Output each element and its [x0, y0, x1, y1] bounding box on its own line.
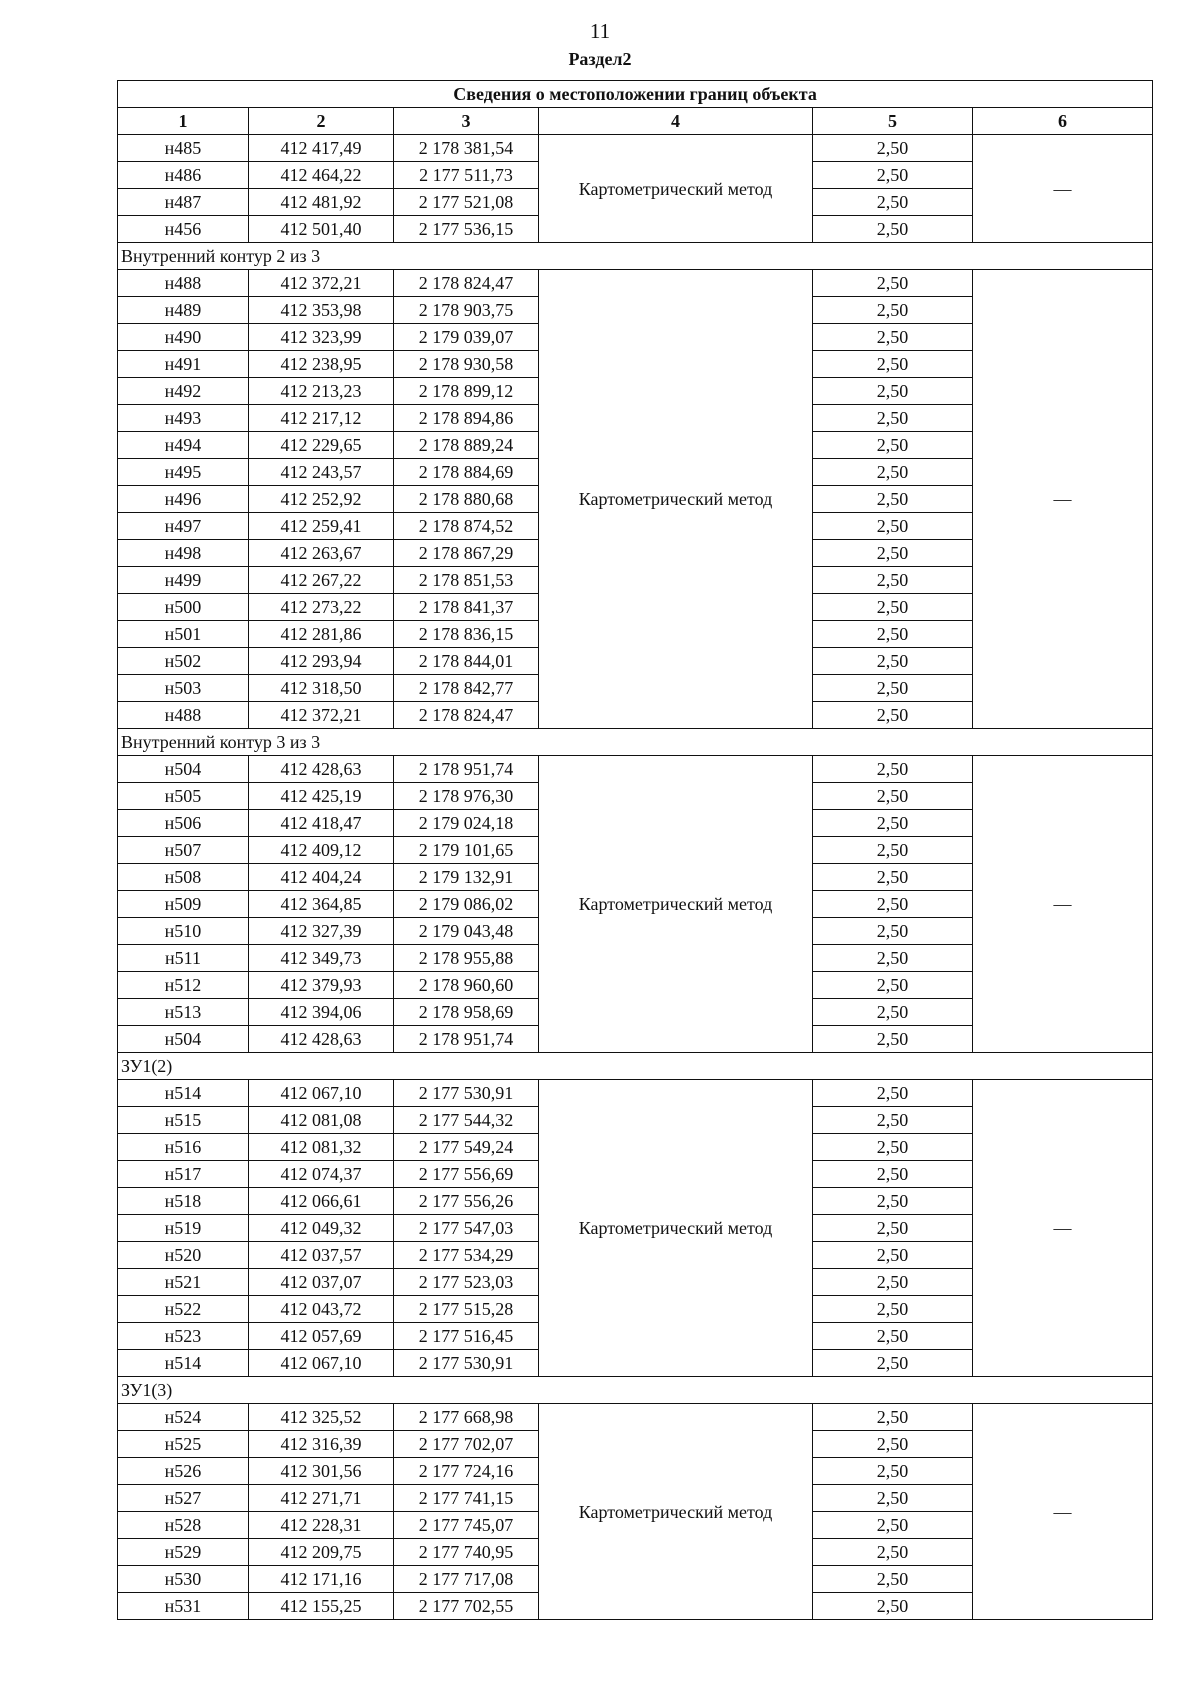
point-id-cell: н508 — [118, 864, 249, 891]
contour-label: Внутренний контур 2 из 3 — [118, 243, 1153, 270]
point-id-cell: н510 — [118, 918, 249, 945]
accuracy-cell: 2,50 — [813, 999, 973, 1026]
table-caption: Сведения о местоположении границ объекта — [118, 81, 1153, 108]
point-id-cell: н517 — [118, 1161, 249, 1188]
point-id-cell: н514 — [118, 1080, 249, 1107]
accuracy-cell: 2,50 — [813, 648, 973, 675]
y-coordinate-cell: 2 177 547,03 — [394, 1215, 539, 1242]
contour-label: Внутренний контур 3 из 3 — [118, 729, 1153, 756]
point-id-cell: н497 — [118, 513, 249, 540]
method-cell: Картометрический метод — [539, 756, 813, 1053]
method-cell: Картометрический метод — [539, 1404, 813, 1620]
point-id-cell: н514 — [118, 1350, 249, 1377]
x-coordinate-cell: 412 372,21 — [249, 702, 394, 729]
y-coordinate-cell: 2 178 951,74 — [394, 756, 539, 783]
point-id-cell: н494 — [118, 432, 249, 459]
column-number: 4 — [539, 108, 813, 135]
accuracy-cell: 2,50 — [813, 135, 973, 162]
x-coordinate-cell: 412 228,31 — [249, 1512, 394, 1539]
x-coordinate-cell: 412 464,22 — [249, 162, 394, 189]
point-id-cell: н525 — [118, 1431, 249, 1458]
column-6-cell: — — [973, 270, 1153, 729]
y-coordinate-cell: 2 177 724,16 — [394, 1458, 539, 1485]
y-coordinate-cell: 2 178 844,01 — [394, 648, 539, 675]
point-id-cell: н512 — [118, 972, 249, 999]
x-coordinate-cell: 412 259,41 — [249, 513, 394, 540]
x-coordinate-cell: 412 067,10 — [249, 1350, 394, 1377]
accuracy-cell: 2,50 — [813, 162, 973, 189]
column-number: 1 — [118, 108, 249, 135]
y-coordinate-cell: 2 178 889,24 — [394, 432, 539, 459]
y-coordinate-cell: 2 178 894,86 — [394, 405, 539, 432]
x-coordinate-cell: 412 301,56 — [249, 1458, 394, 1485]
accuracy-cell: 2,50 — [813, 189, 973, 216]
x-coordinate-cell: 412 417,49 — [249, 135, 394, 162]
y-coordinate-cell: 2 178 824,47 — [394, 702, 539, 729]
method-cell: Картометрический метод — [539, 270, 813, 729]
accuracy-cell: 2,50 — [813, 1134, 973, 1161]
x-coordinate-cell: 412 327,39 — [249, 918, 394, 945]
accuracy-cell: 2,50 — [813, 1269, 973, 1296]
point-id-cell: н523 — [118, 1323, 249, 1350]
y-coordinate-cell: 2 178 841,37 — [394, 594, 539, 621]
x-coordinate-cell: 412 252,92 — [249, 486, 394, 513]
y-coordinate-cell: 2 178 884,69 — [394, 459, 539, 486]
accuracy-cell: 2,50 — [813, 1188, 973, 1215]
y-coordinate-cell: 2 178 960,60 — [394, 972, 539, 999]
accuracy-cell: 2,50 — [813, 432, 973, 459]
column-number: 3 — [394, 108, 539, 135]
x-coordinate-cell: 412 155,25 — [249, 1593, 394, 1620]
y-coordinate-cell: 2 178 930,58 — [394, 351, 539, 378]
x-coordinate-cell: 412 281,86 — [249, 621, 394, 648]
table-row — [118, 756, 1153, 783]
y-coordinate-cell: 2 178 958,69 — [394, 999, 539, 1026]
x-coordinate-cell: 412 325,52 — [249, 1404, 394, 1431]
point-id-cell: н520 — [118, 1242, 249, 1269]
accuracy-cell: 2,50 — [813, 1026, 973, 1053]
x-coordinate-cell: 412 425,19 — [249, 783, 394, 810]
y-coordinate-cell: 2 177 530,91 — [394, 1350, 539, 1377]
point-id-cell: н491 — [118, 351, 249, 378]
x-coordinate-cell: 412 066,61 — [249, 1188, 394, 1215]
column-6-cell: — — [973, 756, 1153, 1053]
accuracy-cell: 2,50 — [813, 1296, 973, 1323]
y-coordinate-cell: 2 177 534,29 — [394, 1242, 539, 1269]
point-id-cell: н524 — [118, 1404, 249, 1431]
point-id-cell: н519 — [118, 1215, 249, 1242]
x-coordinate-cell: 412 243,57 — [249, 459, 394, 486]
x-coordinate-cell: 412 217,12 — [249, 405, 394, 432]
x-coordinate-cell: 412 364,85 — [249, 891, 394, 918]
point-id-cell: н501 — [118, 621, 249, 648]
table-row — [118, 1404, 1153, 1431]
point-id-cell: н522 — [118, 1296, 249, 1323]
x-coordinate-cell: 412 379,93 — [249, 972, 394, 999]
point-id-cell: н511 — [118, 945, 249, 972]
x-coordinate-cell: 412 501,40 — [249, 216, 394, 243]
point-id-cell: н492 — [118, 378, 249, 405]
accuracy-cell: 2,50 — [813, 270, 973, 297]
contour-label-row — [118, 1377, 1153, 1404]
x-coordinate-cell: 412 349,73 — [249, 945, 394, 972]
x-coordinate-cell: 412 316,39 — [249, 1431, 394, 1458]
point-id-cell: н529 — [118, 1539, 249, 1566]
x-coordinate-cell: 412 428,63 — [249, 1026, 394, 1053]
y-coordinate-cell: 2 177 523,03 — [394, 1269, 539, 1296]
point-id-cell: н516 — [118, 1134, 249, 1161]
x-coordinate-cell: 412 418,47 — [249, 810, 394, 837]
point-id-cell: н506 — [118, 810, 249, 837]
contour-label: ЗУ1(2) — [118, 1053, 1153, 1080]
y-coordinate-cell: 2 177 511,73 — [394, 162, 539, 189]
y-coordinate-cell: 2 177 549,24 — [394, 1134, 539, 1161]
accuracy-cell: 2,50 — [813, 837, 973, 864]
x-coordinate-cell: 412 428,63 — [249, 756, 394, 783]
accuracy-cell: 2,50 — [813, 810, 973, 837]
section-title: Раздел2 — [568, 49, 632, 69]
x-coordinate-cell: 412 267,22 — [249, 567, 394, 594]
column-6-cell: — — [973, 1080, 1153, 1377]
accuracy-cell: 2,50 — [813, 702, 973, 729]
contour-label-row — [118, 243, 1153, 270]
x-coordinate-cell: 412 481,92 — [249, 189, 394, 216]
point-id-cell: н488 — [118, 702, 249, 729]
y-coordinate-cell: 2 177 556,69 — [394, 1161, 539, 1188]
y-coordinate-cell: 2 177 515,28 — [394, 1296, 539, 1323]
accuracy-cell: 2,50 — [813, 1080, 973, 1107]
x-coordinate-cell: 412 318,50 — [249, 675, 394, 702]
point-id-cell: н500 — [118, 594, 249, 621]
contour-label: ЗУ1(3) — [118, 1377, 1153, 1404]
x-coordinate-cell: 412 273,22 — [249, 594, 394, 621]
x-coordinate-cell: 412 409,12 — [249, 837, 394, 864]
accuracy-cell: 2,50 — [813, 1107, 973, 1134]
x-coordinate-cell: 412 057,69 — [249, 1323, 394, 1350]
y-coordinate-cell: 2 177 745,07 — [394, 1512, 539, 1539]
accuracy-cell: 2,50 — [813, 756, 973, 783]
table-body — [118, 135, 1153, 1620]
y-coordinate-cell: 2 177 740,95 — [394, 1539, 539, 1566]
y-coordinate-cell: 2 177 668,98 — [394, 1404, 539, 1431]
y-coordinate-cell: 2 178 951,74 — [394, 1026, 539, 1053]
y-coordinate-cell: 2 178 842,77 — [394, 675, 539, 702]
x-coordinate-cell: 412 074,37 — [249, 1161, 394, 1188]
point-id-cell: н531 — [118, 1593, 249, 1620]
y-coordinate-cell: 2 177 530,91 — [394, 1080, 539, 1107]
accuracy-cell: 2,50 — [813, 594, 973, 621]
accuracy-cell: 2,50 — [813, 1161, 973, 1188]
y-coordinate-cell: 2 177 521,08 — [394, 189, 539, 216]
point-id-cell: н485 — [118, 135, 249, 162]
column-number-row — [118, 108, 1153, 135]
point-id-cell: н489 — [118, 297, 249, 324]
y-coordinate-cell: 2 177 536,15 — [394, 216, 539, 243]
x-coordinate-cell: 412 293,94 — [249, 648, 394, 675]
x-coordinate-cell: 412 081,08 — [249, 1107, 394, 1134]
y-coordinate-cell: 2 178 880,68 — [394, 486, 539, 513]
point-id-cell: н504 — [118, 756, 249, 783]
accuracy-cell: 2,50 — [813, 378, 973, 405]
point-id-cell: н487 — [118, 189, 249, 216]
y-coordinate-cell: 2 179 132,91 — [394, 864, 539, 891]
accuracy-cell: 2,50 — [813, 1350, 973, 1377]
contour-label-row — [118, 1053, 1153, 1080]
point-id-cell: н509 — [118, 891, 249, 918]
y-coordinate-cell: 2 177 516,45 — [394, 1323, 539, 1350]
column-number: 6 — [973, 108, 1153, 135]
x-coordinate-cell: 412 213,23 — [249, 378, 394, 405]
point-id-cell: н527 — [118, 1485, 249, 1512]
x-coordinate-cell: 412 238,95 — [249, 351, 394, 378]
x-coordinate-cell: 412 067,10 — [249, 1080, 394, 1107]
x-coordinate-cell: 412 209,75 — [249, 1539, 394, 1566]
point-id-cell: н526 — [118, 1458, 249, 1485]
accuracy-cell: 2,50 — [813, 1593, 973, 1620]
accuracy-cell: 2,50 — [813, 621, 973, 648]
boundary-coordinates-table — [117, 80, 1153, 1620]
point-id-cell: н513 — [118, 999, 249, 1026]
accuracy-cell: 2,50 — [813, 1323, 973, 1350]
y-coordinate-cell: 2 178 381,54 — [394, 135, 539, 162]
point-id-cell: н499 — [118, 567, 249, 594]
point-id-cell: н495 — [118, 459, 249, 486]
y-coordinate-cell: 2 178 903,75 — [394, 297, 539, 324]
x-coordinate-cell: 412 171,16 — [249, 1566, 394, 1593]
accuracy-cell: 2,50 — [813, 675, 973, 702]
method-cell: Картометрический метод — [539, 135, 813, 243]
x-coordinate-cell: 412 271,71 — [249, 1485, 394, 1512]
point-id-cell: н498 — [118, 540, 249, 567]
x-coordinate-cell: 412 043,72 — [249, 1296, 394, 1323]
accuracy-cell: 2,50 — [813, 1566, 973, 1593]
x-coordinate-cell: 412 037,57 — [249, 1242, 394, 1269]
point-id-cell: н496 — [118, 486, 249, 513]
y-coordinate-cell: 2 179 024,18 — [394, 810, 539, 837]
y-coordinate-cell: 2 178 851,53 — [394, 567, 539, 594]
y-coordinate-cell: 2 179 086,02 — [394, 891, 539, 918]
x-coordinate-cell: 412 049,32 — [249, 1215, 394, 1242]
accuracy-cell: 2,50 — [813, 864, 973, 891]
accuracy-cell: 2,50 — [813, 459, 973, 486]
accuracy-cell: 2,50 — [813, 324, 973, 351]
x-coordinate-cell: 412 081,32 — [249, 1134, 394, 1161]
x-coordinate-cell: 412 404,24 — [249, 864, 394, 891]
y-coordinate-cell: 2 179 043,48 — [394, 918, 539, 945]
method-cell: Картометрический метод — [539, 1080, 813, 1377]
x-coordinate-cell: 412 037,07 — [249, 1269, 394, 1296]
point-id-cell: н515 — [118, 1107, 249, 1134]
accuracy-cell: 2,50 — [813, 783, 973, 810]
accuracy-cell: 2,50 — [813, 1215, 973, 1242]
accuracy-cell: 2,50 — [813, 540, 973, 567]
accuracy-cell: 2,50 — [813, 513, 973, 540]
point-id-cell: н504 — [118, 1026, 249, 1053]
page-number: 11 — [589, 19, 611, 43]
column-number: 5 — [813, 108, 973, 135]
point-id-cell: н528 — [118, 1512, 249, 1539]
point-id-cell: н488 — [118, 270, 249, 297]
accuracy-cell: 2,50 — [813, 891, 973, 918]
point-id-cell: н486 — [118, 162, 249, 189]
accuracy-cell: 2,50 — [813, 297, 973, 324]
accuracy-cell: 2,50 — [813, 567, 973, 594]
y-coordinate-cell: 2 179 039,07 — [394, 324, 539, 351]
column-6-cell: — — [973, 135, 1153, 243]
x-coordinate-cell: 412 229,65 — [249, 432, 394, 459]
accuracy-cell: 2,50 — [813, 1458, 973, 1485]
point-id-cell: н503 — [118, 675, 249, 702]
y-coordinate-cell: 2 178 836,15 — [394, 621, 539, 648]
y-coordinate-cell: 2 178 899,12 — [394, 378, 539, 405]
point-id-cell: н456 — [118, 216, 249, 243]
accuracy-cell: 2,50 — [813, 1404, 973, 1431]
accuracy-cell: 2,50 — [813, 216, 973, 243]
accuracy-cell: 2,50 — [813, 1485, 973, 1512]
contour-label-row — [118, 729, 1153, 756]
table-row — [118, 270, 1153, 297]
accuracy-cell: 2,50 — [813, 351, 973, 378]
x-coordinate-cell: 412 323,99 — [249, 324, 394, 351]
column-number: 2 — [249, 108, 394, 135]
accuracy-cell: 2,50 — [813, 972, 973, 999]
x-coordinate-cell: 412 263,67 — [249, 540, 394, 567]
accuracy-cell: 2,50 — [813, 1539, 973, 1566]
point-id-cell: н521 — [118, 1269, 249, 1296]
table-row — [118, 135, 1153, 162]
y-coordinate-cell: 2 177 741,15 — [394, 1485, 539, 1512]
y-coordinate-cell: 2 177 556,26 — [394, 1188, 539, 1215]
y-coordinate-cell: 2 177 544,32 — [394, 1107, 539, 1134]
y-coordinate-cell: 2 178 955,88 — [394, 945, 539, 972]
y-coordinate-cell: 2 178 867,29 — [394, 540, 539, 567]
x-coordinate-cell: 412 394,06 — [249, 999, 394, 1026]
y-coordinate-cell: 2 179 101,65 — [394, 837, 539, 864]
accuracy-cell: 2,50 — [813, 945, 973, 972]
x-coordinate-cell: 412 372,21 — [249, 270, 394, 297]
y-coordinate-cell: 2 178 976,30 — [394, 783, 539, 810]
y-coordinate-cell: 2 178 824,47 — [394, 270, 539, 297]
point-id-cell: н505 — [118, 783, 249, 810]
accuracy-cell: 2,50 — [813, 918, 973, 945]
x-coordinate-cell: 412 353,98 — [249, 297, 394, 324]
column-6-cell: — — [973, 1404, 1153, 1620]
point-id-cell: н490 — [118, 324, 249, 351]
point-id-cell: н502 — [118, 648, 249, 675]
point-id-cell: н518 — [118, 1188, 249, 1215]
accuracy-cell: 2,50 — [813, 405, 973, 432]
accuracy-cell: 2,50 — [813, 1242, 973, 1269]
y-coordinate-cell: 2 177 702,07 — [394, 1431, 539, 1458]
point-id-cell: н507 — [118, 837, 249, 864]
accuracy-cell: 2,50 — [813, 486, 973, 513]
table-row — [118, 1080, 1153, 1107]
table-caption-row — [118, 81, 1153, 108]
y-coordinate-cell: 2 177 717,08 — [394, 1566, 539, 1593]
accuracy-cell: 2,50 — [813, 1512, 973, 1539]
y-coordinate-cell: 2 177 702,55 — [394, 1593, 539, 1620]
accuracy-cell: 2,50 — [813, 1431, 973, 1458]
point-id-cell: н530 — [118, 1566, 249, 1593]
point-id-cell: н493 — [118, 405, 249, 432]
y-coordinate-cell: 2 178 874,52 — [394, 513, 539, 540]
